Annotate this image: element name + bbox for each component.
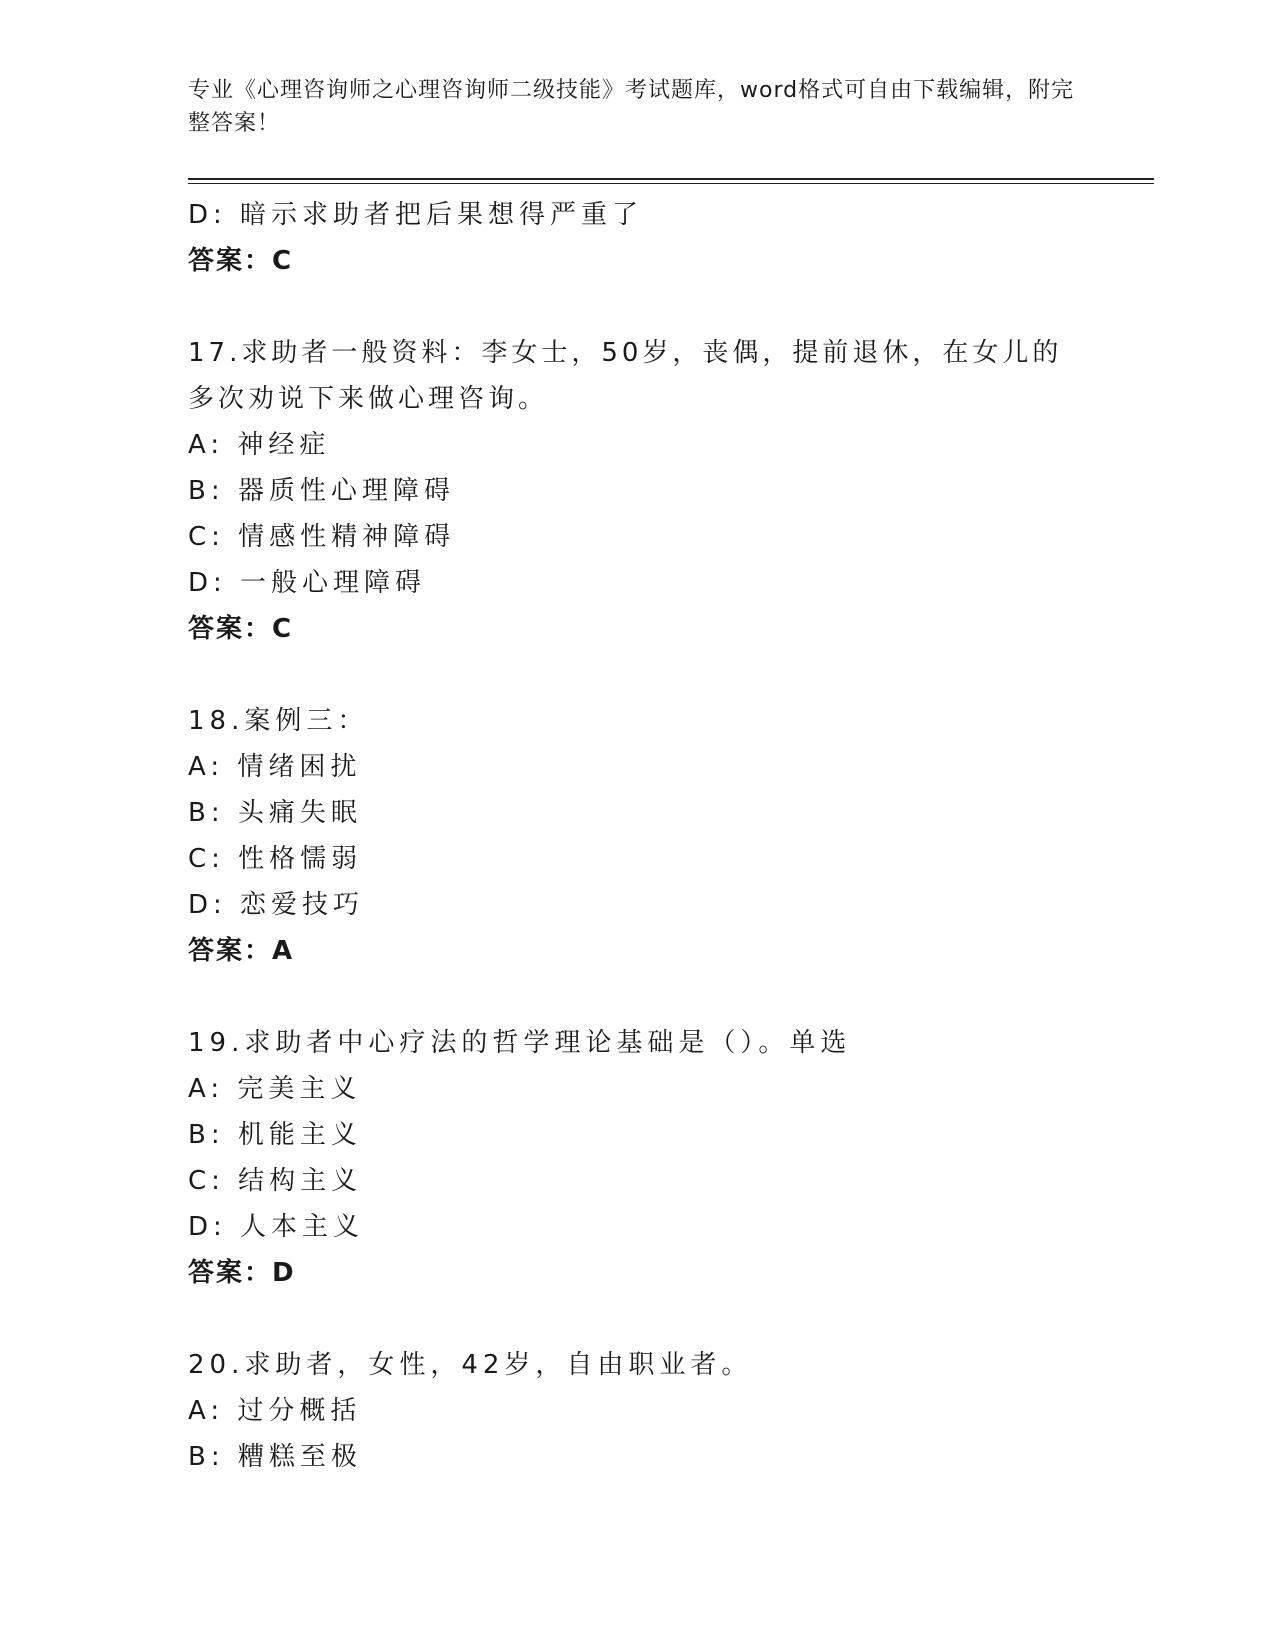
question-18-stem: 18.案例三： bbox=[188, 706, 369, 736]
question-19-option-c: C: 结构主义 bbox=[188, 1166, 363, 1196]
question-19-answer: 答案：D bbox=[188, 1258, 296, 1288]
document-header: 专业《心理咨询师之心理咨询师二级技能》考试题库，word格式可自由下载编辑，附完整答案！ bbox=[188, 78, 1075, 136]
question-19-option-d: D: 人本主义 bbox=[188, 1212, 365, 1242]
question-17-option-b: B: 器质性心理障碍 bbox=[188, 476, 455, 506]
header-divider-thick bbox=[188, 178, 1154, 180]
question-20-option-b: B: 糟糕至极 bbox=[188, 1442, 362, 1472]
spacer bbox=[188, 652, 1088, 698]
question-18-option-a: A: 情绪困扰 bbox=[188, 752, 362, 782]
spacer bbox=[188, 974, 1088, 1020]
spacer bbox=[188, 284, 1088, 330]
answer: 答案：C bbox=[188, 246, 294, 276]
question-17-answer: 答案：C bbox=[188, 614, 294, 644]
question-17-stem: 17.求助者一般资料：李女士，50岁，丧偶，提前退休，在女儿的多次劝说下来做心理咨询。 bbox=[188, 338, 1063, 414]
question-17-option-a: A: 神经症 bbox=[188, 430, 331, 460]
question-20-stem: 20.求助者，女性，42岁，自由职业者。 bbox=[188, 1350, 753, 1380]
spacer bbox=[188, 1296, 1088, 1342]
question-19-stem: 19.求助者中心疗法的哲学理论基础是（）。单选 bbox=[188, 1028, 852, 1058]
question-18-answer: 答案：A bbox=[188, 936, 295, 966]
question-20-option-a: A: 过分概括 bbox=[188, 1396, 362, 1426]
option-d: D: 暗示求助者把后果想得严重了 bbox=[188, 200, 644, 230]
question-18-option-b: B: 头痛失眠 bbox=[188, 798, 362, 828]
question-list bbox=[188, 192, 1088, 1480]
question-18-option-c: C: 性格懦弱 bbox=[188, 844, 363, 874]
header-divider-thin bbox=[188, 183, 1154, 184]
question-19-option-b: B: 机能主义 bbox=[188, 1120, 362, 1150]
question-17-option-c: C: 情感性精神障碍 bbox=[188, 522, 456, 552]
question-19-option-a: A: 完美主义 bbox=[188, 1074, 362, 1104]
question-17-option-d: D: 一般心理障碍 bbox=[188, 568, 427, 598]
question-18-option-d: D: 恋爱技巧 bbox=[188, 890, 365, 920]
